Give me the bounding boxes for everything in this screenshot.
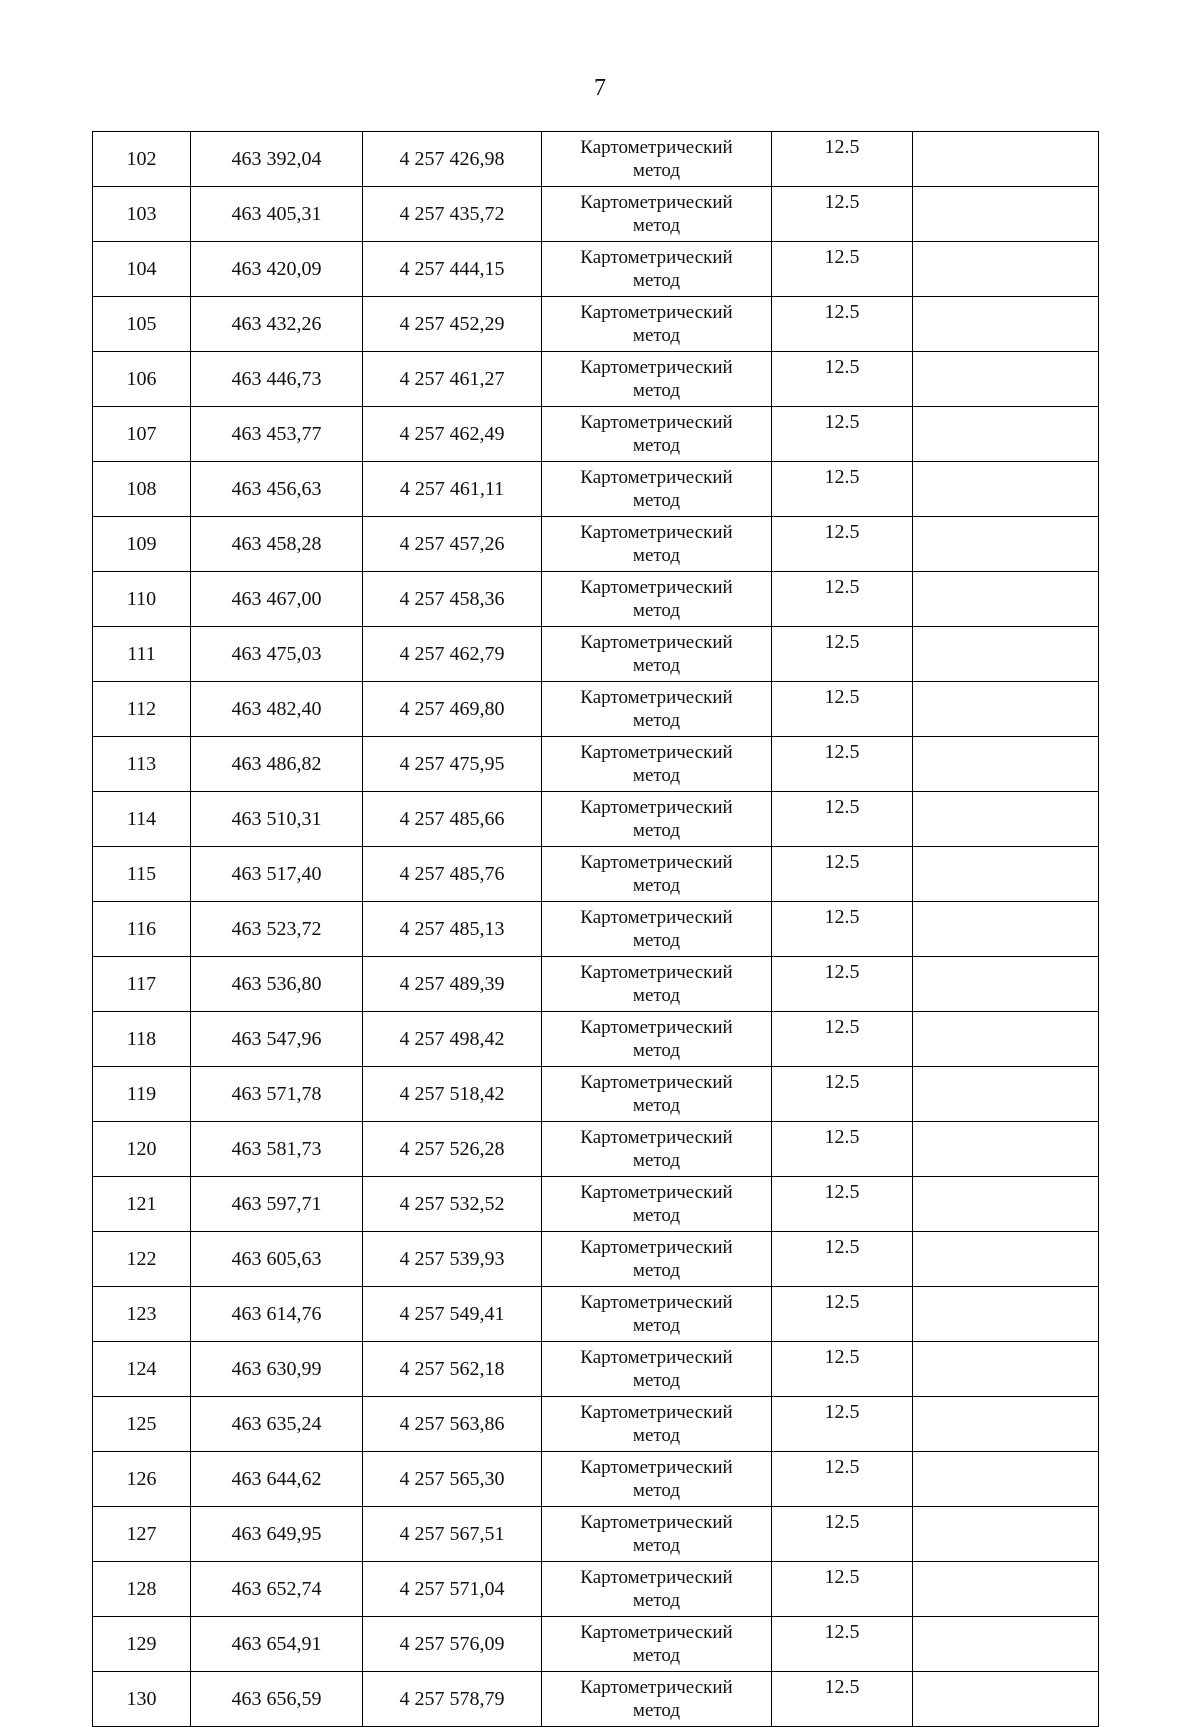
note-cell bbox=[913, 187, 1099, 242]
table-row bbox=[93, 682, 1099, 737]
note-cell bbox=[913, 297, 1099, 352]
accuracy-cell: 12.5 bbox=[772, 847, 913, 902]
method-cell bbox=[542, 1507, 772, 1562]
table-row bbox=[93, 242, 1099, 297]
x-coordinate-cell: 463 536,80 bbox=[191, 957, 363, 1012]
method-line-1: Картометрический bbox=[580, 1127, 733, 1148]
method-line-2: метод bbox=[632, 600, 681, 621]
y-coordinate-cell: 4 257 562,18 bbox=[363, 1342, 542, 1397]
note-cell bbox=[913, 1067, 1099, 1122]
note-cell bbox=[913, 1232, 1099, 1287]
method-line-2: метод bbox=[632, 1095, 681, 1116]
y-coordinate-cell: 4 257 458,36 bbox=[363, 572, 542, 627]
x-coordinate-cell: 463 392,04 bbox=[191, 132, 363, 187]
table-row bbox=[93, 462, 1099, 517]
method-line-1: Картометрический bbox=[580, 1347, 733, 1368]
method-line-2: метод bbox=[632, 1260, 681, 1281]
method-line-2: метод bbox=[632, 1150, 681, 1171]
method-cell bbox=[542, 627, 772, 682]
point-number-cell: 121 bbox=[93, 1177, 191, 1232]
accuracy-cell: 12.5 bbox=[772, 572, 913, 627]
table-row bbox=[93, 572, 1099, 627]
method-line-2: метод bbox=[632, 545, 681, 566]
table-row bbox=[93, 957, 1099, 1012]
x-coordinate-cell: 463 547,96 bbox=[191, 1012, 363, 1067]
method-line-1: Картометрический bbox=[580, 137, 733, 158]
table-row bbox=[93, 517, 1099, 572]
method-line-2: метод bbox=[632, 490, 681, 511]
note-cell bbox=[913, 517, 1099, 572]
y-coordinate-cell: 4 257 461,11 bbox=[363, 462, 542, 517]
y-coordinate-cell: 4 257 461,27 bbox=[363, 352, 542, 407]
note-cell bbox=[913, 1287, 1099, 1342]
accuracy-cell: 12.5 bbox=[772, 242, 913, 297]
method-line-2: метод bbox=[632, 1040, 681, 1061]
method-cell bbox=[542, 1672, 772, 1727]
table-row bbox=[93, 1507, 1099, 1562]
method-line-2: метод bbox=[632, 380, 681, 401]
method-line-2: метод bbox=[632, 160, 681, 181]
method-line-1: Картометрический bbox=[580, 962, 733, 983]
method-line-2: метод bbox=[632, 655, 681, 676]
x-coordinate-cell: 463 654,91 bbox=[191, 1617, 363, 1672]
y-coordinate-cell: 4 257 563,86 bbox=[363, 1397, 542, 1452]
y-coordinate-cell: 4 257 576,09 bbox=[363, 1617, 542, 1672]
method-line-2: метод bbox=[632, 985, 681, 1006]
method-line-2: метод bbox=[632, 1535, 681, 1556]
accuracy-cell: 12.5 bbox=[772, 352, 913, 407]
point-number-cell: 123 bbox=[93, 1287, 191, 1342]
x-coordinate-cell: 463 486,82 bbox=[191, 737, 363, 792]
y-coordinate-cell: 4 257 532,52 bbox=[363, 1177, 542, 1232]
method-line-2: метод bbox=[632, 1480, 681, 1501]
y-coordinate-cell: 4 257 444,15 bbox=[363, 242, 542, 297]
x-coordinate-cell: 463 475,03 bbox=[191, 627, 363, 682]
note-cell bbox=[913, 352, 1099, 407]
y-coordinate-cell: 4 257 567,51 bbox=[363, 1507, 542, 1562]
x-coordinate-cell: 463 446,73 bbox=[191, 352, 363, 407]
point-number-cell: 112 bbox=[93, 682, 191, 737]
x-coordinate-cell: 463 597,71 bbox=[191, 1177, 363, 1232]
point-number-cell: 106 bbox=[93, 352, 191, 407]
method-line-1: Картометрический bbox=[580, 302, 733, 323]
method-line-1: Картометрический bbox=[580, 1072, 733, 1093]
table-body bbox=[93, 132, 1099, 1727]
note-cell bbox=[913, 847, 1099, 902]
y-coordinate-cell: 4 257 498,42 bbox=[363, 1012, 542, 1067]
y-coordinate-cell: 4 257 571,04 bbox=[363, 1562, 542, 1617]
note-cell bbox=[913, 627, 1099, 682]
method-cell bbox=[542, 957, 772, 1012]
method-line-2: метод bbox=[632, 1645, 681, 1666]
note-cell bbox=[913, 572, 1099, 627]
table-row bbox=[93, 352, 1099, 407]
note-cell bbox=[913, 462, 1099, 517]
x-coordinate-cell: 463 432,26 bbox=[191, 297, 363, 352]
table-row bbox=[93, 297, 1099, 352]
point-number-cell: 103 bbox=[93, 187, 191, 242]
y-coordinate-cell: 4 257 489,39 bbox=[363, 957, 542, 1012]
point-number-cell: 111 bbox=[93, 627, 191, 682]
accuracy-cell: 12.5 bbox=[772, 517, 913, 572]
method-cell bbox=[542, 682, 772, 737]
y-coordinate-cell: 4 257 475,95 bbox=[363, 737, 542, 792]
point-number-cell: 105 bbox=[93, 297, 191, 352]
method-line-1: Картометрический bbox=[580, 1182, 733, 1203]
note-cell bbox=[913, 1452, 1099, 1507]
point-number-cell: 124 bbox=[93, 1342, 191, 1397]
x-coordinate-cell: 463 630,99 bbox=[191, 1342, 363, 1397]
note-cell bbox=[913, 407, 1099, 462]
method-line-2: метод bbox=[632, 325, 681, 346]
accuracy-cell: 12.5 bbox=[772, 1232, 913, 1287]
table-row bbox=[93, 1287, 1099, 1342]
point-number-cell: 128 bbox=[93, 1562, 191, 1617]
y-coordinate-cell: 4 257 578,79 bbox=[363, 1672, 542, 1727]
method-line-1: Картометрический bbox=[580, 632, 733, 653]
note-cell bbox=[913, 1177, 1099, 1232]
point-number-cell: 115 bbox=[93, 847, 191, 902]
method-line-1: Картометрический bbox=[580, 247, 733, 268]
y-coordinate-cell: 4 257 426,98 bbox=[363, 132, 542, 187]
point-number-cell: 125 bbox=[93, 1397, 191, 1452]
x-coordinate-cell: 463 482,40 bbox=[191, 682, 363, 737]
method-line-2: метод bbox=[632, 1370, 681, 1391]
point-number-cell: 116 bbox=[93, 902, 191, 957]
accuracy-cell: 12.5 bbox=[772, 1012, 913, 1067]
y-coordinate-cell: 4 257 435,72 bbox=[363, 187, 542, 242]
method-line-1: Картометрический bbox=[580, 1237, 733, 1258]
method-cell bbox=[542, 1012, 772, 1067]
method-cell bbox=[542, 1287, 772, 1342]
y-coordinate-cell: 4 257 485,13 bbox=[363, 902, 542, 957]
x-coordinate-cell: 463 605,63 bbox=[191, 1232, 363, 1287]
method-line-2: метод bbox=[632, 1700, 681, 1721]
table-row bbox=[93, 1122, 1099, 1177]
method-cell bbox=[542, 1617, 772, 1672]
method-line-2: метод bbox=[632, 930, 681, 951]
accuracy-cell: 12.5 bbox=[772, 1067, 913, 1122]
accuracy-cell: 12.5 bbox=[772, 1287, 913, 1342]
method-cell bbox=[542, 1067, 772, 1122]
accuracy-cell: 12.5 bbox=[772, 1562, 913, 1617]
x-coordinate-cell: 463 453,77 bbox=[191, 407, 363, 462]
y-coordinate-cell: 4 257 549,41 bbox=[363, 1287, 542, 1342]
method-cell bbox=[542, 902, 772, 957]
method-line-2: метод bbox=[632, 710, 681, 731]
table-row bbox=[93, 1562, 1099, 1617]
y-coordinate-cell: 4 257 462,49 bbox=[363, 407, 542, 462]
y-coordinate-cell: 4 257 485,76 bbox=[363, 847, 542, 902]
x-coordinate-cell: 463 644,62 bbox=[191, 1452, 363, 1507]
note-cell bbox=[913, 1617, 1099, 1672]
point-number-cell: 119 bbox=[93, 1067, 191, 1122]
method-line-2: метод bbox=[632, 765, 681, 786]
method-line-1: Картометрический bbox=[580, 1512, 733, 1533]
x-coordinate-cell: 463 635,24 bbox=[191, 1397, 363, 1452]
coordinates-table bbox=[92, 131, 1099, 1727]
method-line-2: метод bbox=[632, 875, 681, 896]
accuracy-cell: 12.5 bbox=[772, 297, 913, 352]
y-coordinate-cell: 4 257 565,30 bbox=[363, 1452, 542, 1507]
method-line-1: Картометрический bbox=[580, 1402, 733, 1423]
table-row bbox=[93, 847, 1099, 902]
point-number-cell: 114 bbox=[93, 792, 191, 847]
method-cell bbox=[542, 1342, 772, 1397]
method-line-1: Картометрический bbox=[580, 742, 733, 763]
y-coordinate-cell: 4 257 539,93 bbox=[363, 1232, 542, 1287]
y-coordinate-cell: 4 257 526,28 bbox=[363, 1122, 542, 1177]
x-coordinate-cell: 463 456,63 bbox=[191, 462, 363, 517]
accuracy-cell: 12.5 bbox=[772, 407, 913, 462]
point-number-cell: 104 bbox=[93, 242, 191, 297]
table-row bbox=[93, 1177, 1099, 1232]
method-line-2: метод bbox=[632, 1205, 681, 1226]
note-cell bbox=[913, 792, 1099, 847]
accuracy-cell: 12.5 bbox=[772, 902, 913, 957]
point-number-cell: 117 bbox=[93, 957, 191, 1012]
note-cell bbox=[913, 1342, 1099, 1397]
note-cell bbox=[913, 1507, 1099, 1562]
table-row bbox=[93, 737, 1099, 792]
accuracy-cell: 12.5 bbox=[772, 132, 913, 187]
note-cell bbox=[913, 682, 1099, 737]
table-row bbox=[93, 627, 1099, 682]
x-coordinate-cell: 463 420,09 bbox=[191, 242, 363, 297]
table-row bbox=[93, 792, 1099, 847]
x-coordinate-cell: 463 649,95 bbox=[191, 1507, 363, 1562]
point-number-cell: 109 bbox=[93, 517, 191, 572]
x-coordinate-cell: 463 405,31 bbox=[191, 187, 363, 242]
y-coordinate-cell: 4 257 469,80 bbox=[363, 682, 542, 737]
y-coordinate-cell: 4 257 457,26 bbox=[363, 517, 542, 572]
point-number-cell: 107 bbox=[93, 407, 191, 462]
x-coordinate-cell: 463 571,78 bbox=[191, 1067, 363, 1122]
point-number-cell: 108 bbox=[93, 462, 191, 517]
method-line-1: Картометрический bbox=[580, 1017, 733, 1038]
method-line-1: Картометрический bbox=[580, 852, 733, 873]
x-coordinate-cell: 463 523,72 bbox=[191, 902, 363, 957]
note-cell bbox=[913, 132, 1099, 187]
method-cell bbox=[542, 1562, 772, 1617]
method-line-1: Картометрический bbox=[580, 1622, 733, 1643]
method-line-2: метод bbox=[632, 1425, 681, 1446]
note-cell bbox=[913, 242, 1099, 297]
x-coordinate-cell: 463 510,31 bbox=[191, 792, 363, 847]
method-line-1: Картометрический bbox=[580, 907, 733, 928]
accuracy-cell: 12.5 bbox=[772, 1342, 913, 1397]
accuracy-cell: 12.5 bbox=[772, 627, 913, 682]
accuracy-cell: 12.5 bbox=[772, 1177, 913, 1232]
method-line-2: метод bbox=[632, 1315, 681, 1336]
x-coordinate-cell: 463 458,28 bbox=[191, 517, 363, 572]
y-coordinate-cell: 4 257 485,66 bbox=[363, 792, 542, 847]
accuracy-cell: 12.5 bbox=[772, 1507, 913, 1562]
x-coordinate-cell: 463 581,73 bbox=[191, 1122, 363, 1177]
method-line-1: Картометрический bbox=[580, 192, 733, 213]
table-row bbox=[93, 132, 1099, 187]
note-cell bbox=[913, 1672, 1099, 1727]
table-row bbox=[93, 1012, 1099, 1067]
table-row bbox=[93, 1452, 1099, 1507]
x-coordinate-cell: 463 517,40 bbox=[191, 847, 363, 902]
accuracy-cell: 12.5 bbox=[772, 682, 913, 737]
method-cell bbox=[542, 572, 772, 627]
point-number-cell: 118 bbox=[93, 1012, 191, 1067]
table-row bbox=[93, 1617, 1099, 1672]
point-number-cell: 122 bbox=[93, 1232, 191, 1287]
method-cell bbox=[542, 187, 772, 242]
point-number-cell: 130 bbox=[93, 1672, 191, 1727]
point-number-cell: 120 bbox=[93, 1122, 191, 1177]
point-number-cell: 110 bbox=[93, 572, 191, 627]
point-number-cell: 129 bbox=[93, 1617, 191, 1672]
method-cell bbox=[542, 1177, 772, 1232]
method-line-2: метод bbox=[632, 820, 681, 841]
method-line-1: Картометрический bbox=[580, 467, 733, 488]
method-cell bbox=[542, 792, 772, 847]
point-number-cell: 127 bbox=[93, 1507, 191, 1562]
method-line-1: Картометрический bbox=[580, 1677, 733, 1698]
method-cell bbox=[542, 132, 772, 187]
note-cell bbox=[913, 1122, 1099, 1177]
method-line-1: Картометрический bbox=[580, 357, 733, 378]
point-number-cell: 102 bbox=[93, 132, 191, 187]
method-cell bbox=[542, 1452, 772, 1507]
accuracy-cell: 12.5 bbox=[772, 737, 913, 792]
method-cell bbox=[542, 352, 772, 407]
method-line-1: Картометрический bbox=[580, 577, 733, 598]
table-row bbox=[93, 1232, 1099, 1287]
method-line-1: Картометрический bbox=[580, 1292, 733, 1313]
accuracy-cell: 12.5 bbox=[772, 1452, 913, 1507]
method-line-1: Картометрический bbox=[580, 522, 733, 543]
table-row bbox=[93, 1342, 1099, 1397]
accuracy-cell: 12.5 bbox=[772, 792, 913, 847]
point-number-cell: 126 bbox=[93, 1452, 191, 1507]
method-cell bbox=[542, 1397, 772, 1452]
table-row bbox=[93, 1672, 1099, 1727]
y-coordinate-cell: 4 257 462,79 bbox=[363, 627, 542, 682]
accuracy-cell: 12.5 bbox=[772, 462, 913, 517]
note-cell bbox=[913, 902, 1099, 957]
note-cell bbox=[913, 1012, 1099, 1067]
method-line-2: метод bbox=[632, 435, 681, 456]
x-coordinate-cell: 463 614,76 bbox=[191, 1287, 363, 1342]
x-coordinate-cell: 463 656,59 bbox=[191, 1672, 363, 1727]
y-coordinate-cell: 4 257 452,29 bbox=[363, 297, 542, 352]
accuracy-cell: 12.5 bbox=[772, 1617, 913, 1672]
method-cell bbox=[542, 242, 772, 297]
x-coordinate-cell: 463 467,00 bbox=[191, 572, 363, 627]
table-row bbox=[93, 187, 1099, 242]
method-line-2: метод bbox=[632, 1590, 681, 1611]
method-cell bbox=[542, 737, 772, 792]
x-coordinate-cell: 463 652,74 bbox=[191, 1562, 363, 1617]
method-cell bbox=[542, 407, 772, 462]
accuracy-cell: 12.5 bbox=[772, 1397, 913, 1452]
method-line-2: метод bbox=[632, 215, 681, 236]
table-row bbox=[93, 1397, 1099, 1452]
table-row bbox=[93, 1067, 1099, 1122]
method-cell bbox=[542, 1122, 772, 1177]
y-coordinate-cell: 4 257 518,42 bbox=[363, 1067, 542, 1122]
table-row bbox=[93, 902, 1099, 957]
method-cell bbox=[542, 517, 772, 572]
point-number-cell: 113 bbox=[93, 737, 191, 792]
accuracy-cell: 12.5 bbox=[772, 1672, 913, 1727]
page-number: 7 bbox=[594, 75, 606, 101]
accuracy-cell: 12.5 bbox=[772, 187, 913, 242]
accuracy-cell: 12.5 bbox=[772, 1122, 913, 1177]
method-cell bbox=[542, 297, 772, 352]
note-cell bbox=[913, 737, 1099, 792]
note-cell bbox=[913, 1562, 1099, 1617]
note-cell bbox=[913, 1397, 1099, 1452]
method-cell bbox=[542, 1232, 772, 1287]
method-cell bbox=[542, 462, 772, 517]
method-line-1: Картометрический bbox=[580, 1567, 733, 1588]
method-line-1: Картометрический bbox=[580, 797, 733, 818]
method-line-1: Картометрический bbox=[580, 412, 733, 433]
method-line-1: Картометрический bbox=[580, 1457, 733, 1478]
method-cell bbox=[542, 847, 772, 902]
table-row bbox=[93, 407, 1099, 462]
note-cell bbox=[913, 957, 1099, 1012]
method-line-2: метод bbox=[632, 270, 681, 291]
method-line-1: Картометрический bbox=[580, 687, 733, 708]
accuracy-cell: 12.5 bbox=[772, 957, 913, 1012]
